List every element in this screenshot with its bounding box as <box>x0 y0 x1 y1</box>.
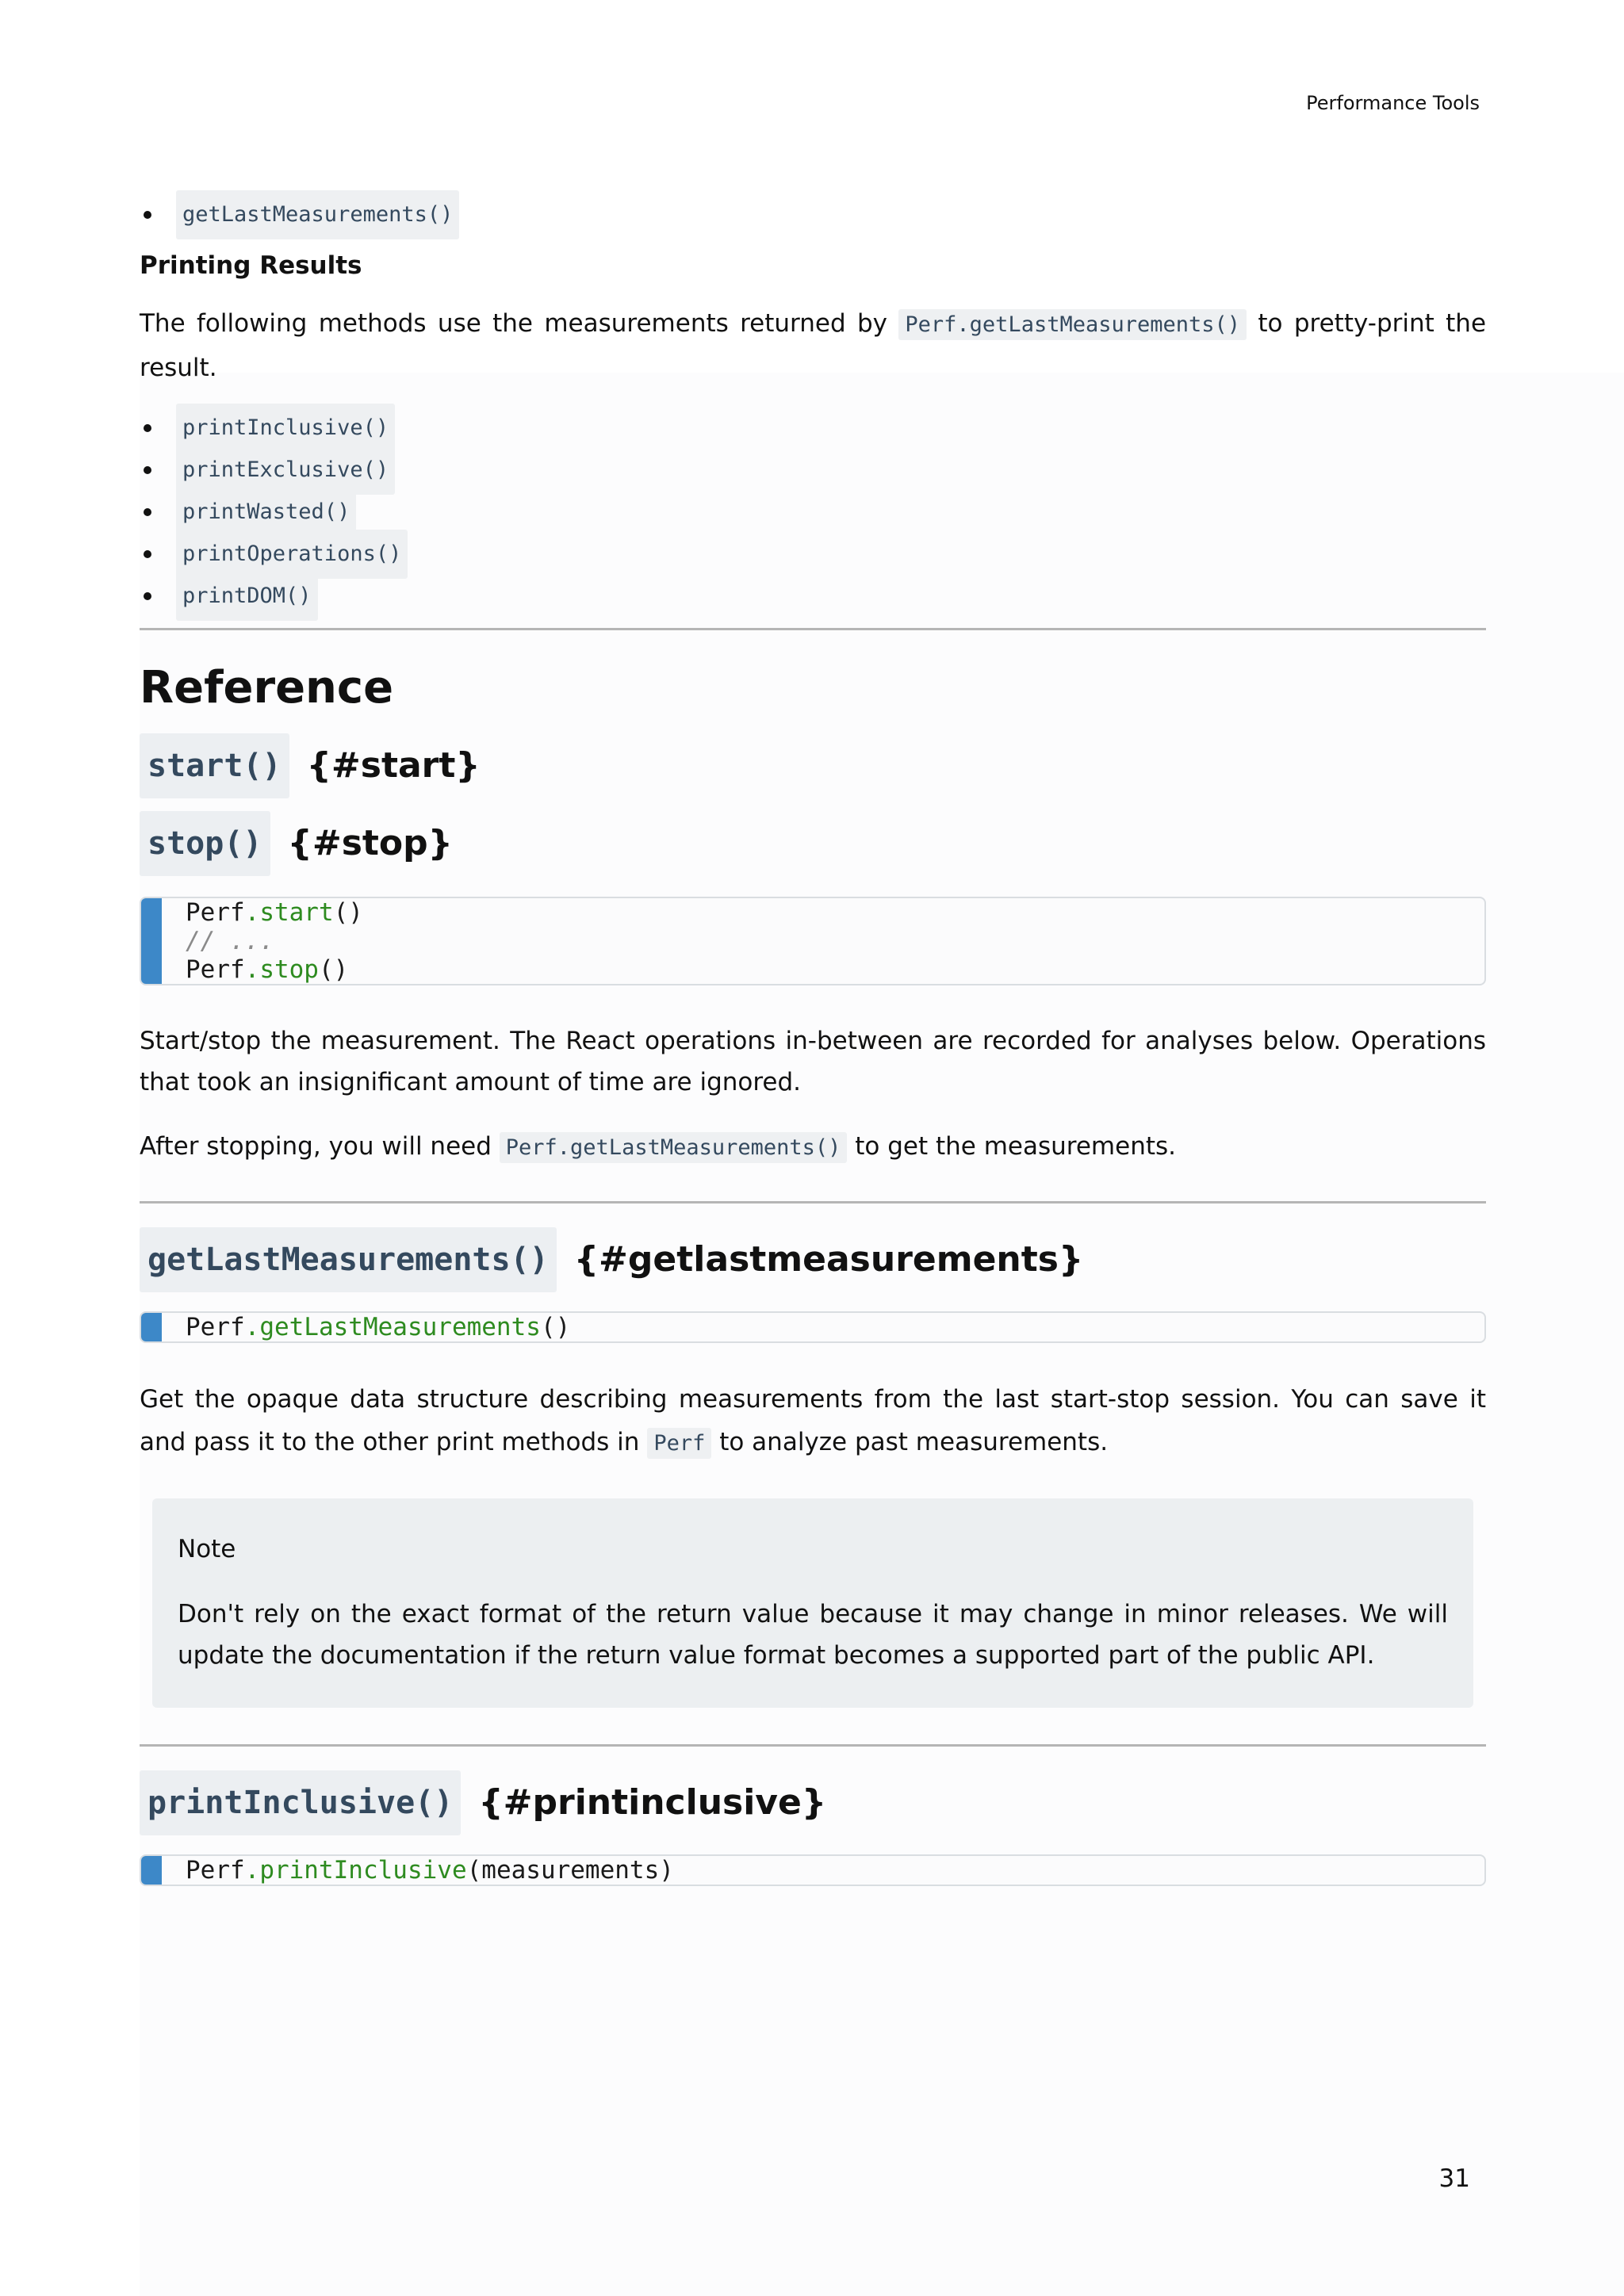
list-item <box>140 449 1486 491</box>
list-item <box>140 407 1486 449</box>
note-title: Note <box>178 1535 236 1563</box>
list-item <box>140 491 1486 533</box>
code-line: Perf.getLastMeasurements() <box>186 1313 571 1341</box>
note-body: Don't rely on the exact format of the return value because it may change in minor releases. We will update the documentation if the return value format becomes a supported part of the public API. <box>178 1600 1448 1670</box>
heading-code: stop() <box>140 811 270 876</box>
inline-code: printOperations() <box>176 530 408 579</box>
print-inclusive-heading <box>140 1770 1486 1835</box>
heading-anchor: {#printinclusive} <box>478 1782 827 1823</box>
code-block-get-last <box>140 1311 1486 1343</box>
inline-code: getLastMeasurements() <box>176 190 459 239</box>
after-stopping-text: After stopping, you will need Perf.getLastMeasurements() to get the measurements. <box>140 1125 1486 1169</box>
get-last-measurements-heading <box>140 1227 1486 1292</box>
inline-code: Perf.getLastMeasurements() <box>898 309 1247 340</box>
stop-heading <box>140 811 1486 876</box>
inline-code: printInclusive() <box>176 404 395 453</box>
inline-code: Perf.getLastMeasurements() <box>500 1132 848 1163</box>
heading-code: getLastMeasurements() <box>140 1227 557 1292</box>
heading-code: printInclusive() <box>140 1770 461 1835</box>
list-item <box>140 575 1486 617</box>
page-number: 31 <box>1438 2164 1470 2193</box>
printing-results-heading: Printing Results <box>140 251 362 280</box>
inline-code: printExclusive() <box>176 446 395 495</box>
section-divider <box>140 1744 1486 1747</box>
inline-code: printDOM() <box>176 572 318 621</box>
heading-anchor: {#getlastmeasurements} <box>573 1239 1084 1280</box>
code-line: Perf.stop() <box>186 955 349 984</box>
heading-code: start() <box>140 733 289 798</box>
section-divider <box>140 628 1486 630</box>
section-divider <box>140 1201 1486 1203</box>
code-line: Perf.printInclusive(measurements) <box>186 1856 674 1885</box>
start-heading <box>140 733 1486 798</box>
inline-code: Perf <box>647 1428 711 1459</box>
running-header: Performance Tools <box>1306 92 1480 114</box>
heading-anchor: {#start} <box>306 745 481 786</box>
code-line: // ... <box>186 927 274 955</box>
note-callout <box>152 1498 1473 1708</box>
print-method-list <box>140 407 1486 617</box>
heading-anchor: {#stop} <box>287 823 453 863</box>
document-body <box>140 193 1486 1886</box>
reference-heading: Reference <box>140 662 394 714</box>
start-stop-description: Start/stop the measurement. The React operations in-between are recorded for analyses below. Operations that took an insignificant amount of time are ignored. <box>140 1027 1486 1096</box>
get-last-description: Get the opaque data structure describing measurements from the last start-stop session. You can save it and pass it to the other print methods in Perf to analyze past measurements. <box>140 1378 1486 1465</box>
top-method-list <box>140 193 1486 235</box>
printing-results-intro: The following methods use the measurements returned by Perf.getLastMeasurements() to pretty-print the result. <box>140 309 1487 382</box>
list-item <box>140 193 1486 235</box>
code-line: Perf.start() <box>186 898 363 927</box>
inline-code: printWasted() <box>176 488 356 537</box>
code-block-start-stop <box>140 897 1486 985</box>
list-item <box>140 533 1486 575</box>
code-block-print-inclusive <box>140 1854 1486 1886</box>
